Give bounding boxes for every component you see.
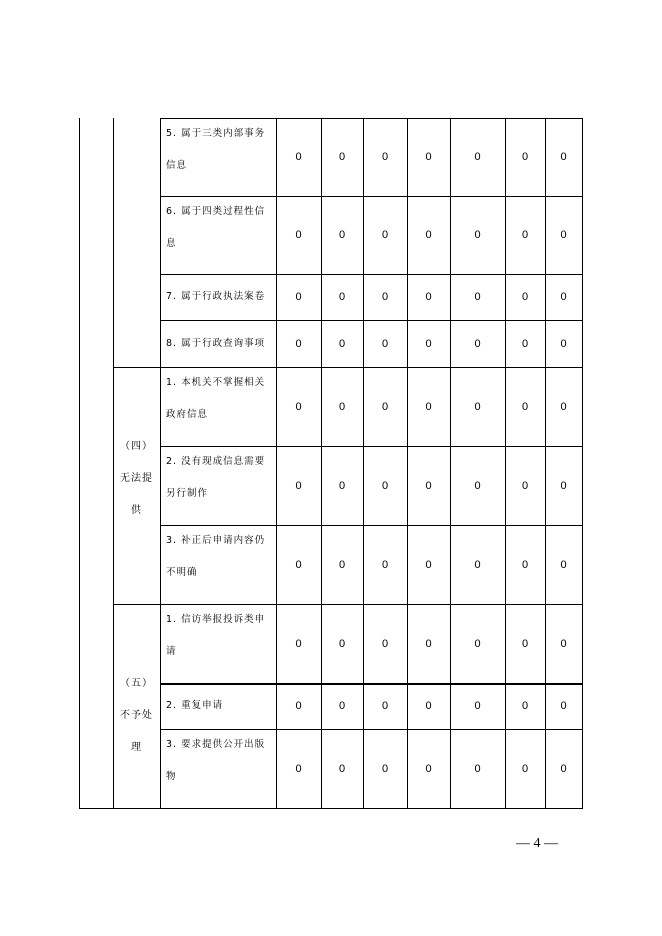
table-cell-value: 0 xyxy=(295,229,302,241)
table-cell-value: 0 xyxy=(560,558,567,571)
table-cell-value: 0 xyxy=(381,762,389,775)
table-cell-value: 0 xyxy=(474,637,481,650)
table-cell-value: 0 xyxy=(425,762,432,775)
table-cell-value: 0 xyxy=(295,762,302,775)
table-cell-value: 0 xyxy=(338,637,346,650)
table-cell-value: 0 xyxy=(295,558,302,571)
table-cell-value: 0 xyxy=(381,229,389,241)
table-cell-value: 0 xyxy=(474,291,481,303)
table-cell-value: 0 xyxy=(425,229,432,241)
table-cell-value: 0 xyxy=(560,229,567,241)
table-cell-value: 0 xyxy=(425,151,432,163)
table-cell-value: 0 xyxy=(425,337,432,350)
table-cell-value: 0 xyxy=(338,291,346,303)
table-cell-value: 0 xyxy=(474,229,481,241)
row-label: 1. 信访举报投诉类申请 xyxy=(166,614,266,657)
table-cell-value: 0 xyxy=(295,479,302,492)
row-label: 3. 补正后申请内容仍不明确 xyxy=(166,535,266,578)
row-label: 2. 没有现成信息需要另行制作 xyxy=(166,456,266,499)
table-vertical-line xyxy=(113,118,114,808)
table-cell-value: 0 xyxy=(338,151,346,163)
table-cell-value: 0 xyxy=(381,637,389,650)
table-horizontal-line xyxy=(79,808,583,809)
group-label: （五）不予处理 xyxy=(120,678,153,753)
table-cell-value: 0 xyxy=(338,558,346,571)
table-cell-value: 0 xyxy=(560,291,567,303)
page-number: — 4 — xyxy=(516,836,558,851)
row-label: 2. 重复申请 xyxy=(166,700,224,711)
table-cell-value: 0 xyxy=(474,479,481,492)
table-cell-value: 0 xyxy=(295,337,302,350)
table-cell-value: 0 xyxy=(295,400,302,413)
table-cell-value: 0 xyxy=(521,762,529,775)
table-cell-value: 0 xyxy=(521,151,529,163)
table-cell-value: 0 xyxy=(381,400,389,413)
table-cell-value: 0 xyxy=(521,637,529,650)
group-label: （四）无法提供 xyxy=(120,441,153,516)
table-cell-value: 0 xyxy=(338,400,346,413)
table-cell-value: 0 xyxy=(381,479,389,492)
table-cell-value: 0 xyxy=(425,291,432,303)
table-cell-value: 0 xyxy=(425,400,432,413)
row-label: 8. 属于行政查询事项 xyxy=(166,337,266,349)
table-cell-value: 0 xyxy=(521,700,529,712)
table-cell-value: 0 xyxy=(474,337,481,350)
row-label: 5. 属于三类内部事务信息 xyxy=(166,128,266,171)
table-cell-value: 0 xyxy=(560,637,567,650)
table-cell-value: 0 xyxy=(381,291,389,303)
table-cell-value: 0 xyxy=(560,151,567,163)
table-cell-value: 0 xyxy=(560,762,567,775)
table-cell-value: 0 xyxy=(425,700,432,712)
row-label: 1. 本机关不掌握相关政府信息 xyxy=(166,377,266,420)
table-cell-value: 0 xyxy=(474,558,481,571)
table-cell-value: 0 xyxy=(338,337,346,350)
table-cell-value: 0 xyxy=(560,700,567,712)
table-cell-value: 0 xyxy=(295,291,302,303)
table-cell-value: 0 xyxy=(474,400,481,413)
table-cell-value: 0 xyxy=(338,700,346,712)
table-cell-value: 0 xyxy=(425,558,432,571)
table-cell-value: 0 xyxy=(560,479,567,492)
table-cell-value: 0 xyxy=(381,558,389,571)
table-vertical-line xyxy=(79,118,80,808)
table-cell-value: 0 xyxy=(338,229,346,241)
table-cell-value: 0 xyxy=(338,762,346,775)
table-cell-value: 0 xyxy=(474,700,481,712)
table-cell-value: 0 xyxy=(560,337,567,350)
table-cell-value: 0 xyxy=(381,337,389,350)
table-cell-value: 0 xyxy=(474,151,481,163)
table-cell-value: 0 xyxy=(295,151,302,163)
row-label: 3. 要求提供公开出版物 xyxy=(166,739,266,782)
table-cell-value: 0 xyxy=(521,229,529,241)
table-vertical-line xyxy=(582,118,583,808)
table-cell-value: 0 xyxy=(425,479,432,492)
table-cell-value: 0 xyxy=(474,762,481,775)
row-label: 7. 属于行政执法案卷 xyxy=(166,291,266,302)
table-cell-value: 0 xyxy=(338,479,346,492)
table-cell-value: 0 xyxy=(425,637,432,650)
row-label: 6. 属于四类过程性信息 xyxy=(166,206,266,249)
table-cell-value: 0 xyxy=(381,700,389,712)
table-cell-value: 0 xyxy=(521,400,529,413)
table-cell-value: 0 xyxy=(521,479,529,492)
table-cell-value: 0 xyxy=(521,291,529,303)
table-cell-value: 0 xyxy=(381,151,389,163)
table-cell-value: 0 xyxy=(521,337,529,350)
table-cell-value: 0 xyxy=(560,400,567,413)
table-cell-value: 0 xyxy=(521,558,529,571)
table-cell-value: 0 xyxy=(295,637,302,650)
table-cell-value: 0 xyxy=(295,700,302,712)
